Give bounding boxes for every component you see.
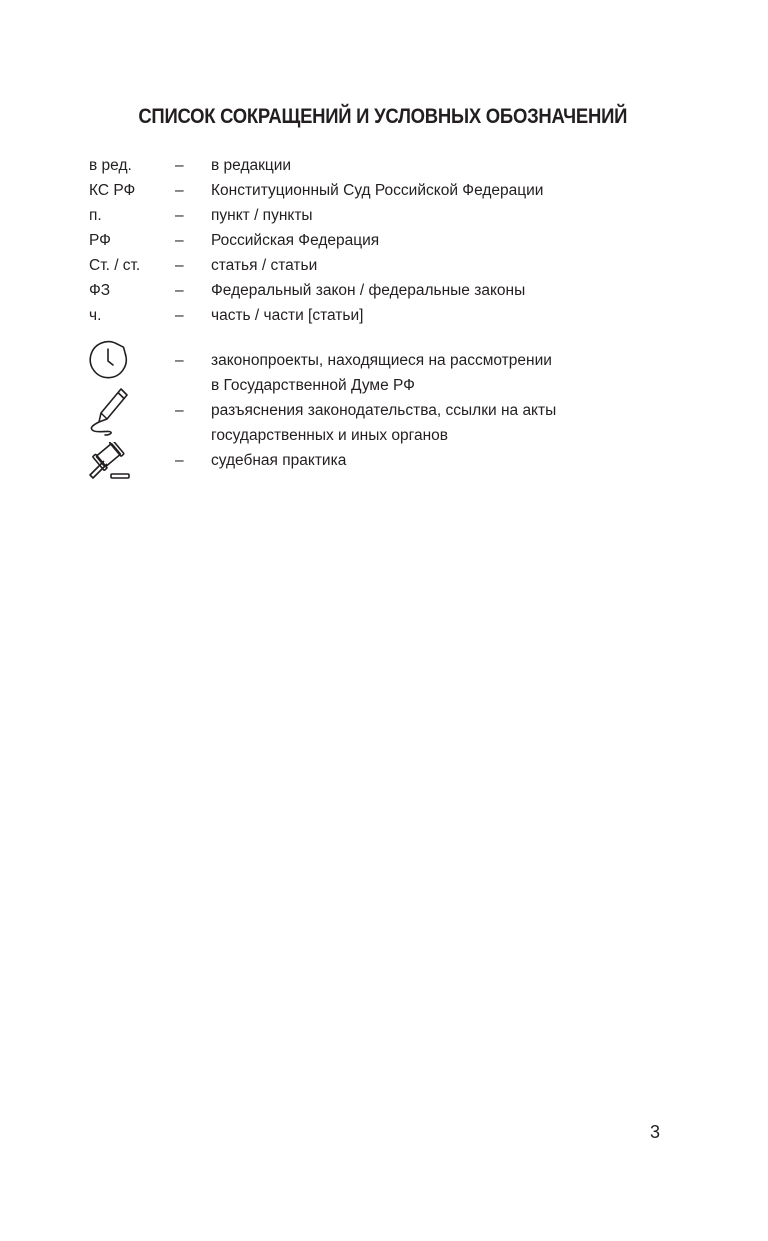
abbreviation-term: КС РФ — [89, 182, 136, 199]
page-title: СПИСОК СОКРАЩЕНИЙ И УСЛОВНЫХ ОБОЗНАЧЕНИЙ — [138, 104, 628, 128]
symbol-definition-line: в Государственной Думе РФ — [211, 377, 415, 394]
dash: – — [175, 157, 184, 174]
list-item — [89, 156, 689, 181]
clock-icon — [87, 338, 131, 382]
list-item — [89, 231, 689, 256]
abbreviation-definition: статья / статьи — [211, 257, 318, 274]
symbol-definition-line: законопроекты, находящиеся на рассмотрении — [211, 352, 552, 369]
dash: – — [175, 352, 184, 369]
symbol-list — [89, 348, 689, 473]
pencil-icon — [87, 385, 131, 437]
abbreviation-definition: Конституционный Суд Российской Федерации — [211, 182, 544, 199]
abbreviation-definition: Федеральный закон / федеральные законы — [211, 282, 526, 299]
list-item — [89, 206, 689, 231]
dash: – — [175, 282, 184, 299]
symbol-definition-line: государственных и иных органов — [211, 427, 449, 444]
list-item — [89, 398, 689, 448]
list-item — [89, 281, 689, 306]
page-number: 3 — [650, 1122, 661, 1142]
dash: – — [175, 232, 184, 249]
abbreviation-definition: часть / части [статьи] — [211, 307, 364, 324]
dash: – — [175, 182, 184, 199]
dash: – — [175, 307, 184, 324]
abbreviation-term: п. — [89, 207, 102, 224]
list-item — [89, 306, 689, 331]
list-item — [89, 181, 689, 206]
dash: – — [175, 452, 184, 469]
abbreviation-term: РФ — [89, 232, 111, 249]
abbreviation-list — [89, 156, 689, 331]
list-item — [89, 256, 689, 281]
symbol-definition-line: разъяснения законодательства, ссылки на акты — [211, 402, 557, 419]
dash: – — [175, 402, 184, 419]
dash: – — [175, 257, 184, 274]
gavel-icon — [87, 442, 135, 482]
dash: – — [175, 207, 184, 224]
abbreviation-term: в ред. — [89, 157, 132, 174]
abbreviation-term: ч. — [89, 307, 102, 324]
abbreviation-definition: пункт / пункты — [211, 207, 313, 224]
list-item — [89, 448, 689, 473]
abbreviation-term: ФЗ — [89, 282, 111, 299]
list-item — [89, 348, 689, 398]
abbreviation-definition: в редакции — [211, 157, 292, 174]
abbreviation-definition: Российская Федерация — [211, 232, 380, 249]
symbol-definition-line: судебная практика — [211, 452, 347, 469]
abbreviation-term: Ст. / ст. — [89, 257, 141, 274]
